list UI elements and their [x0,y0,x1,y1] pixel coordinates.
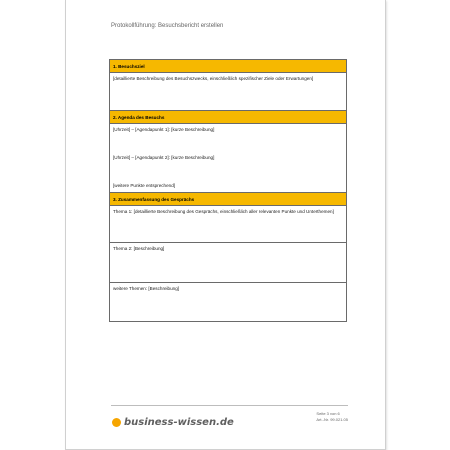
document-page [65,0,386,450]
section-header-besuchsziel: 1. Besuchsziel [110,60,346,73]
agenda-item-2: [Uhrzeit] – [Agendapunkt 2]: [kurze Beschreibung] [113,155,215,160]
section-body-thema-1 [110,206,346,243]
section-body-agenda [110,124,346,193]
document-title: Protokollführung: Besuchsbericht erstellen [111,23,224,29]
besuchsziel-text: [detaillierte Beschreibung des Besuchszwecks, einschließlich spezifischer Ziele oder Erwartungen] [113,76,314,81]
report-form-table [109,59,347,322]
footer-divider [111,405,348,406]
thema-1-text: Thema 1: [detaillierte Beschreibung des Gesprächs, einschließlich aller relevanten Punkte und Unterthemen] [113,209,334,214]
section-body-weitere-themen [110,283,346,321]
section-header-zusammenfassung: 3. Zusammenfassung des Gesprächs [110,193,346,206]
thema-2-text: Thema 2: [Beschreibung] [113,246,165,251]
page-info [316,411,348,423]
weitere-themen-text: weitere Themen: [Beschreibung] [113,286,180,291]
business-wissen-logo [112,415,234,429]
page-number: Seite 3 von 6 [316,411,340,416]
logo-text: business-wissen.de [124,416,234,428]
section-body-besuchsziel [110,73,346,111]
section-header-agenda: 2. Agenda des Besuchs [110,111,346,124]
article-number: Art.-Nr. 99.021.05 [316,417,348,422]
section-body-thema-2 [110,243,346,283]
agenda-item-1: [Uhrzeit] – [Agendapunkt 1]: [kurze Beschreibung] [113,127,215,132]
logo-dot-icon [112,418,121,427]
agenda-more: [weitere Punkte entsprechend] [113,183,176,188]
